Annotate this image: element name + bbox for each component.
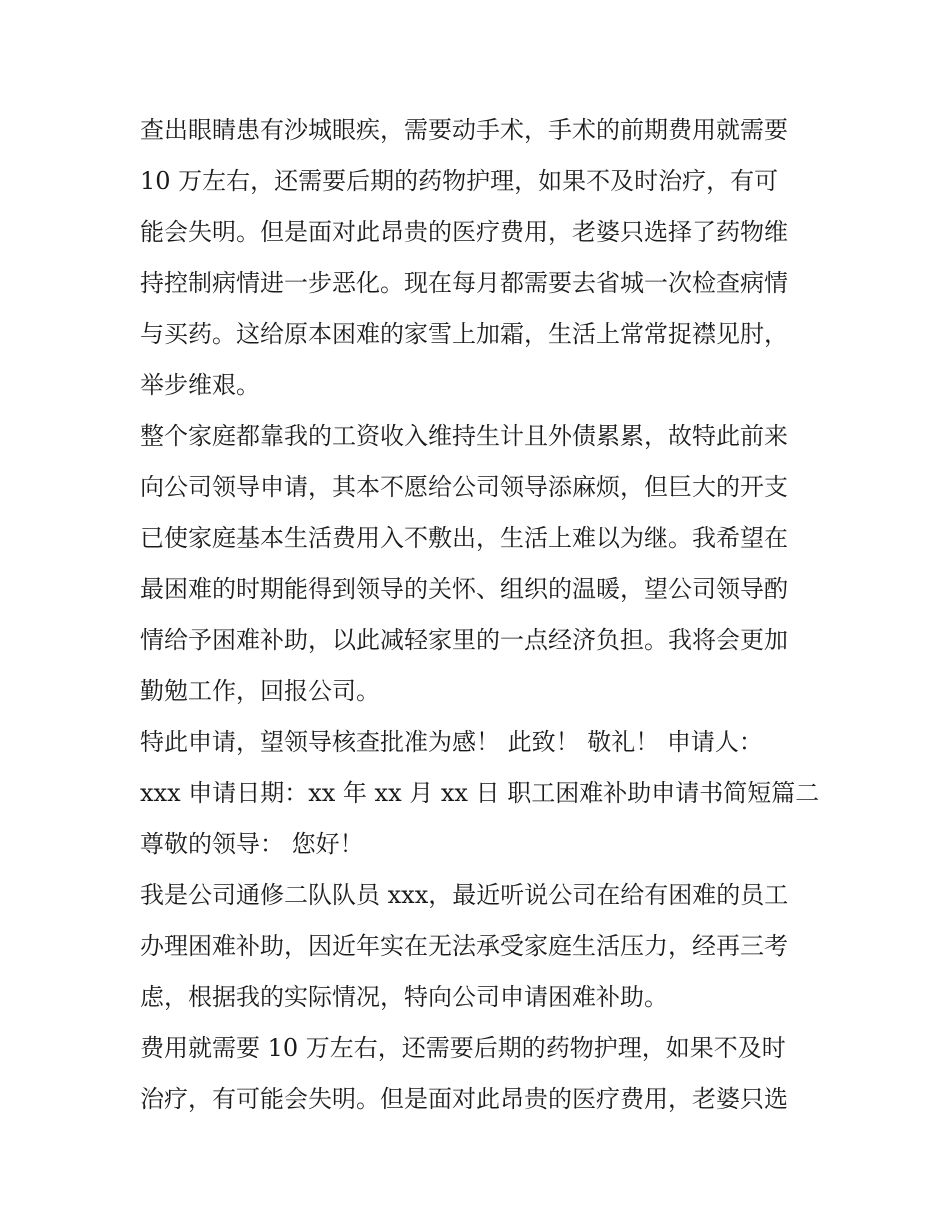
- text-line: 治疗，有可能会失明。但是面对此昂贵的医疗费用，老婆只选: [140, 1085, 788, 1113]
- text-line: xxx 申请日期：xx 年 xx 月 xx 日 职工困难补助申请书简短篇二: [140, 779, 820, 807]
- text-line: 尊敬的领导： 您好！: [140, 830, 364, 858]
- text-line: 虑，根据我的实际情况，特向公司申请困难补助。: [140, 983, 668, 1011]
- text-line: 与买药。这给原本困难的家雪上加霜，生活上常常捉襟见肘，: [140, 320, 788, 348]
- text-line: 情给予困难补助，以此减轻家里的一点经济负担。我将会更加: [140, 626, 788, 654]
- text-line: 办理困难补助，因近年实在无法承受家庭生活压力，经再三考: [140, 932, 788, 960]
- text-line: 持控制病情进一步恶化。现在每月都需要去省城一次检查病情: [140, 269, 788, 297]
- text-line: 向公司领导申请，其本不愿给公司领导添麻烦，但巨大的开支: [140, 473, 788, 501]
- text-line: 最困难的时期能得到领导的关怀、组织的温暖，望公司领导酌: [140, 575, 788, 603]
- text-line: 费用就需要 10 万左右，还需要后期的药物护理，如果不及时: [140, 1034, 786, 1062]
- text-line: 我是公司通修二队队员 xxx，最近听说公司在给有困难的员工: [140, 881, 789, 909]
- text-line: 能会失明。但是面对此昂贵的医疗费用，老婆只选择了药物维: [140, 218, 788, 246]
- text-line: 整个家庭都靠我的工资收入维持生计且外债累累，故特此前来: [140, 422, 788, 450]
- text-line: 10 万左右，还需要后期的药物护理，如果不及时治疗，有可: [140, 167, 779, 195]
- text-line: 举步维艰。: [140, 371, 260, 399]
- text-line: 特此申请，望领导核查批准为感！ 此致！ 敬礼！ 申请人：: [140, 728, 763, 756]
- document-body: [140, 105, 820, 1125]
- text-line: 查出眼睛患有沙城眼疾，需要动手术，手术的前期费用就需要: [140, 116, 788, 144]
- text-line: 已使家庭基本生活费用入不敷出，生活上难以为继。我希望在: [140, 524, 788, 552]
- text-line: 勤勉工作，回报公司。: [140, 677, 380, 705]
